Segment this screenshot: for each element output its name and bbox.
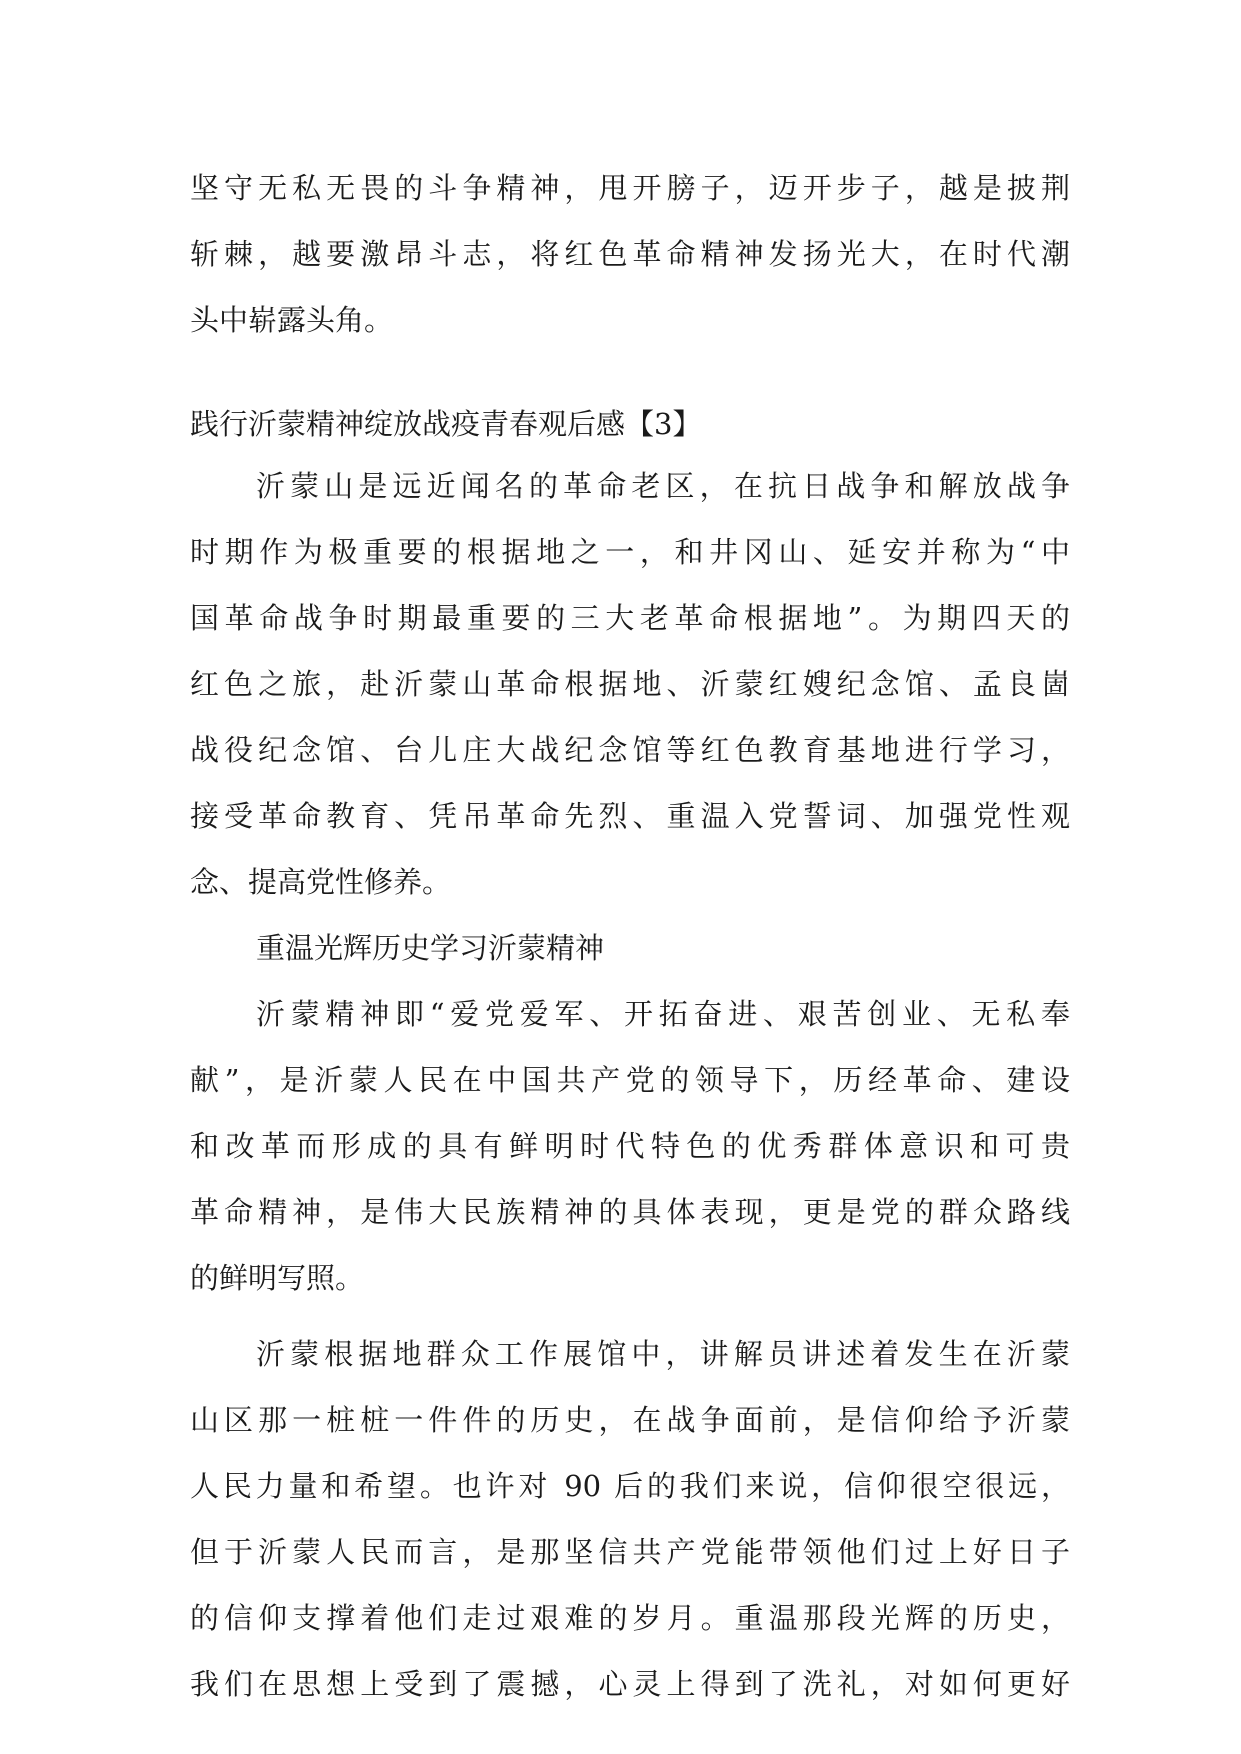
subheading: 重温光辉历史学习沂蒙精神 bbox=[256, 931, 605, 965]
paragraph-line: 沂蒙精神即“爱党爱军、开拓奋进、艰苦创业、无私奉 bbox=[256, 997, 1070, 1031]
paragraph-line: 时期作为极重要的根据地之一，和井冈山、延安并称为“中 bbox=[190, 535, 1070, 569]
paragraph-line: 念、提高党性修养。 bbox=[190, 865, 452, 899]
paragraph-line: 但于沂蒙人民而言，是那坚信共产党能带领他们过上好日子 bbox=[190, 1535, 1070, 1569]
paragraph-line: 红色之旅，赴沂蒙山革命根据地、沂蒙红嫂纪念馆、孟良崮 bbox=[190, 667, 1070, 701]
paragraph-line: 战役纪念馆、台儿庄大战纪念馆等红色教育基地进行学习， bbox=[190, 733, 1070, 767]
paragraph-line: 和改革而形成的具有鲜明时代特色的优秀群体意识和可贵 bbox=[190, 1129, 1070, 1163]
paragraph-line: 山区那一桩桩一件件的历史，在战争面前，是信仰给予沂蒙 bbox=[190, 1403, 1070, 1437]
paragraph-line: 献”，是沂蒙人民在中国共产党的领导下，历经革命、建设 bbox=[190, 1063, 1070, 1097]
paragraph-line: 头中崭露头角。 bbox=[190, 303, 394, 337]
paragraph-line: 斩棘，越要激昂斗志，将红色革命精神发扬光大，在时代潮 bbox=[190, 237, 1070, 271]
paragraph-line: 我们在思想上受到了震撼，心灵上得到了洗礼，对如何更好 bbox=[190, 1667, 1070, 1701]
paragraph-line: 的信仰支撑着他们走过艰难的岁月。重温那段光辉的历史， bbox=[190, 1601, 1070, 1635]
paragraph-line: 革命精神，是伟大民族精神的具体表现，更是党的群众路线 bbox=[190, 1195, 1070, 1229]
paragraph-line: 国革命战争时期最重要的三大老革命根据地”。为期四天的 bbox=[190, 601, 1070, 635]
paragraph-line: 沂蒙根据地群众工作展馆中，讲解员讲述着发生在沂蒙 bbox=[256, 1337, 1070, 1371]
paragraph-line: 坚守无私无畏的斗争精神，甩开膀子，迈开步子，越是披荆 bbox=[190, 171, 1070, 205]
section-heading: 践行沂蒙精神绽放战疫青春观后感【3】 bbox=[190, 407, 702, 441]
paragraph-line: 人民力量和希望。也许对 90 后的我们来说，信仰很空很远， bbox=[190, 1469, 1070, 1503]
paragraph-line: 沂蒙山是远近闻名的革命老区，在抗日战争和解放战争 bbox=[256, 469, 1070, 503]
paragraph-line: 接受革命教育、凭吊革命先烈、重温入党誓词、加强党性观 bbox=[190, 799, 1070, 833]
paragraph-line: 的鲜明写照。 bbox=[190, 1261, 365, 1295]
